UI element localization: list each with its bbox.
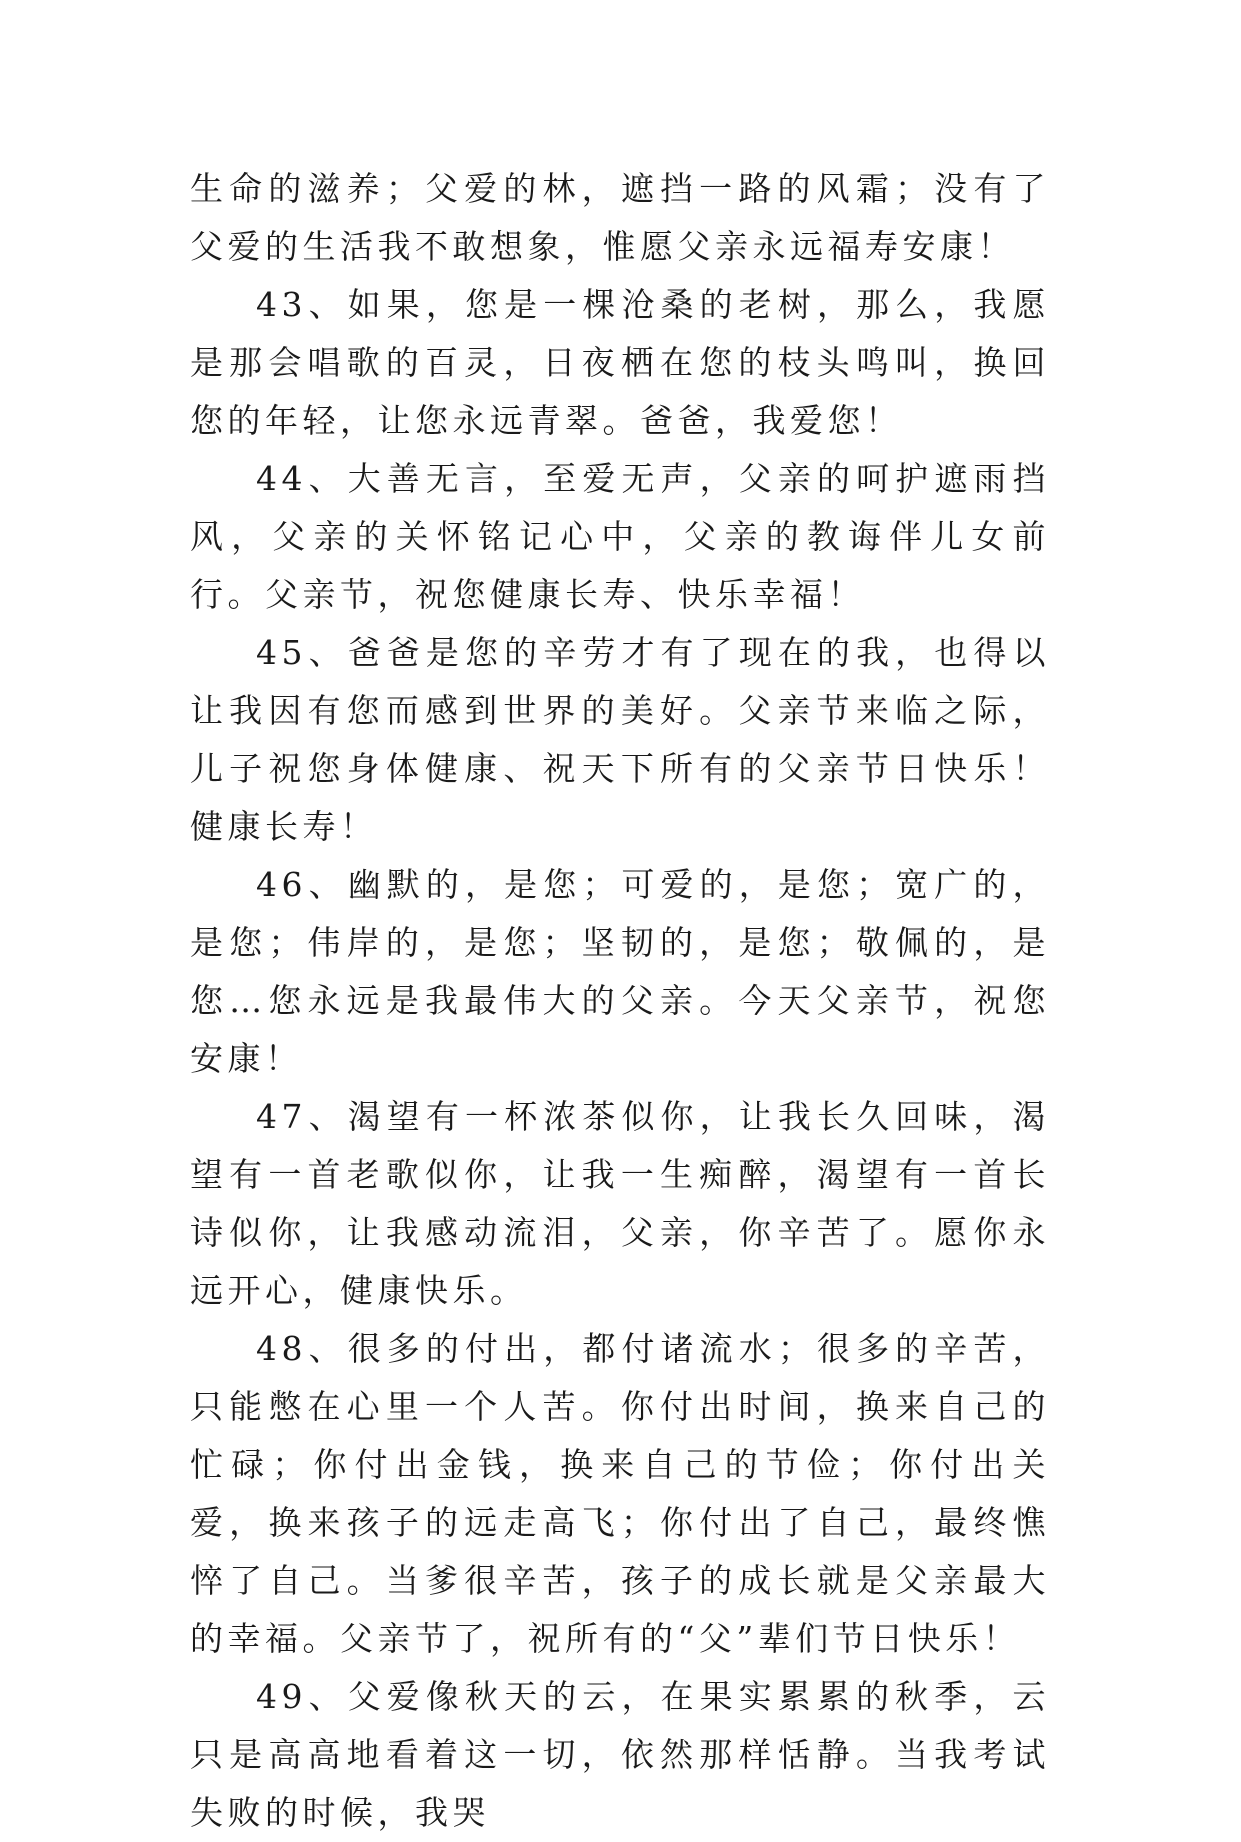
document-body: [190, 160, 1050, 1842]
paragraph-47: 47、渴望有一杯浓茶似你，让我长久回味，渴望有一首老歌似你，让我一生痴醉，渴望有一首长诗似你，让我感动流泪，父亲，你辛苦了。愿你永远开心，健康快乐。: [190, 1097, 1050, 1310]
paragraph-continuation: 生命的滋养；父爱的林，遮挡一路的风霜；没有了父爱的生活我不敢想象，惟愿父亲永远福寿安康！: [190, 169, 1050, 266]
paragraph-43: 43、如果，您是一棵沧桑的老树，那么，我愿是那会唱歌的百灵，日夜栖在您的枝头鸣叫，换回您的年轻，让您永远青翠。爸爸，我爱您！: [190, 285, 1050, 440]
paragraph-46: 46、幽默的，是您；可爱的，是您；宽广的，是您；伟岸的，是您；坚韧的，是您；敬佩的，是您…您永远是我最伟大的父亲。今天父亲节，祝您安康！: [190, 865, 1050, 1078]
paragraph-44: 44、大善无言，至爱无声，父亲的呵护遮雨挡风，父亲的关怀铭记心中，父亲的教诲伴儿女前行。父亲节，祝您健康长寿、快乐幸福！: [190, 459, 1050, 614]
paragraph-48: 48、很多的付出，都付诸流水；很多的辛苦，只能憋在心里一个人苦。你付出时间，换来自己的忙碌；你付出金钱，换来自己的节俭；你付出关爱，换来孩子的远走高飞；你付出了自己，最终憔悴了自己。当爹很辛苦，孩子的成长就是父亲最大的幸福。父亲节了，祝所有的“父”辈们节日快乐！: [190, 1329, 1050, 1658]
paragraph-49: 49、父爱像秋天的云，在果实累累的秋季，云只是高高地看着这一切，依然那样恬静。当我考试失败的时候，我哭: [190, 1677, 1050, 1832]
paragraph-45: 45、爸爸是您的辛劳才有了现在的我，也得以让我因有您而感到世界的美好。父亲节来临之际，儿子祝您身体健康、祝天下所有的父亲节日快乐！健康长寿！: [190, 633, 1050, 846]
